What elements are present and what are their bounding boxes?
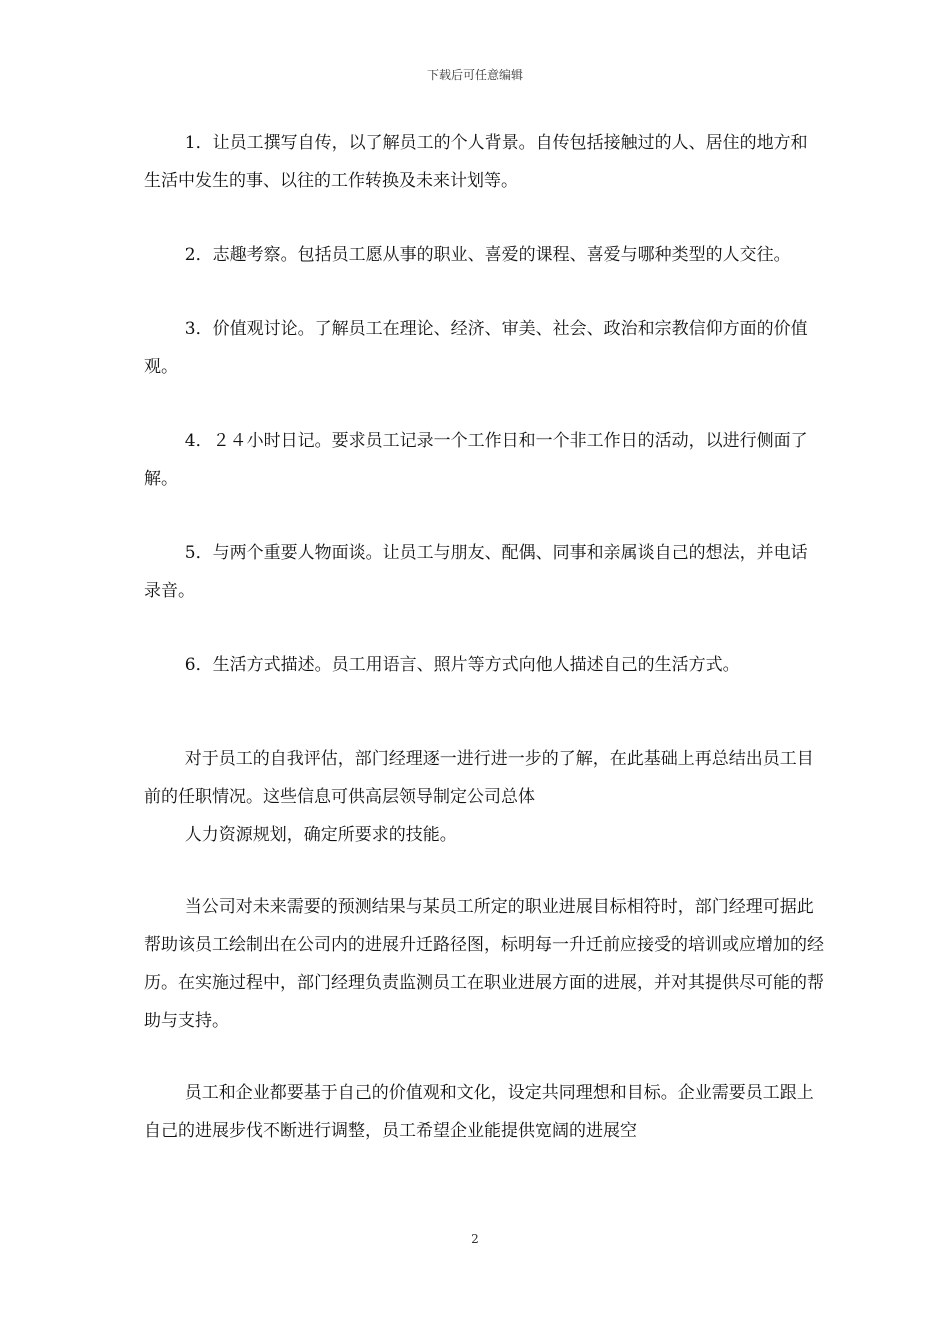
- paragraph-self-assessment: 对于员工的自我评估，部门经理逐一进行进一步的了解，在此基础上再总结出员工目前的任职情况。这些信息可供高层领导制定公司总体: [144, 749, 814, 807]
- paragraph-self-assessment-cont: 人力资源规划，确定所要求的技能。: [184, 825, 457, 845]
- list-item-5: 5．与两个重要人物面谈。让员工与朋友、配偶、同事和亲属谈自己的想法，并电话录音。: [144, 543, 808, 601]
- document-body: [144, 124, 824, 1184]
- paragraph-shared-goals: 员工和企业都要基于自己的价值观和文化，设定共同理想和目标。企业需要员工跟上自己的进展步伐不断进行调整，员工希望企业能提供宽阔的进展空: [144, 1083, 814, 1141]
- page-number: 2: [471, 1232, 479, 1246]
- paragraph-career-path: 当公司对未来需要的预测结果与某员工所定的职业进展目标相符时，部门经理可据此帮助该员工绘制出在公司内的进展升迁路径图，标明每一升迁前应接受的培训或应增加的经历。在实施过程中，部门经理负责监测员工在职业进展方面的进展，并对其提供尽可能的帮助与支持。: [144, 897, 824, 1031]
- list-item-3: 3．价值观讨论。了解员工在理论、经济、审美、社会、政治和宗教信仰方面的价值观。: [144, 319, 808, 377]
- page-header: 下载后可任意编辑: [426, 68, 523, 82]
- list-item-4: 4．２４小时日记。要求员工记录一个工作日和一个非工作日的活动，以进行侧面了解。: [144, 431, 808, 489]
- list-item-6: 6．生活方式描述。员工用语言、照片等方式向他人描述自己的生活方式。: [184, 655, 740, 675]
- list-item-1: 1．让员工撰写自传，以了解员工的个人背景。自传包括接触过的人、居住的地方和生活中发生的事、以往的工作转换及未来计划等。: [144, 133, 808, 191]
- list-item-2: 2．志趣考察。包括员工愿从事的职业、喜爱的课程、喜爱与哪种类型的人交往。: [184, 245, 791, 265]
